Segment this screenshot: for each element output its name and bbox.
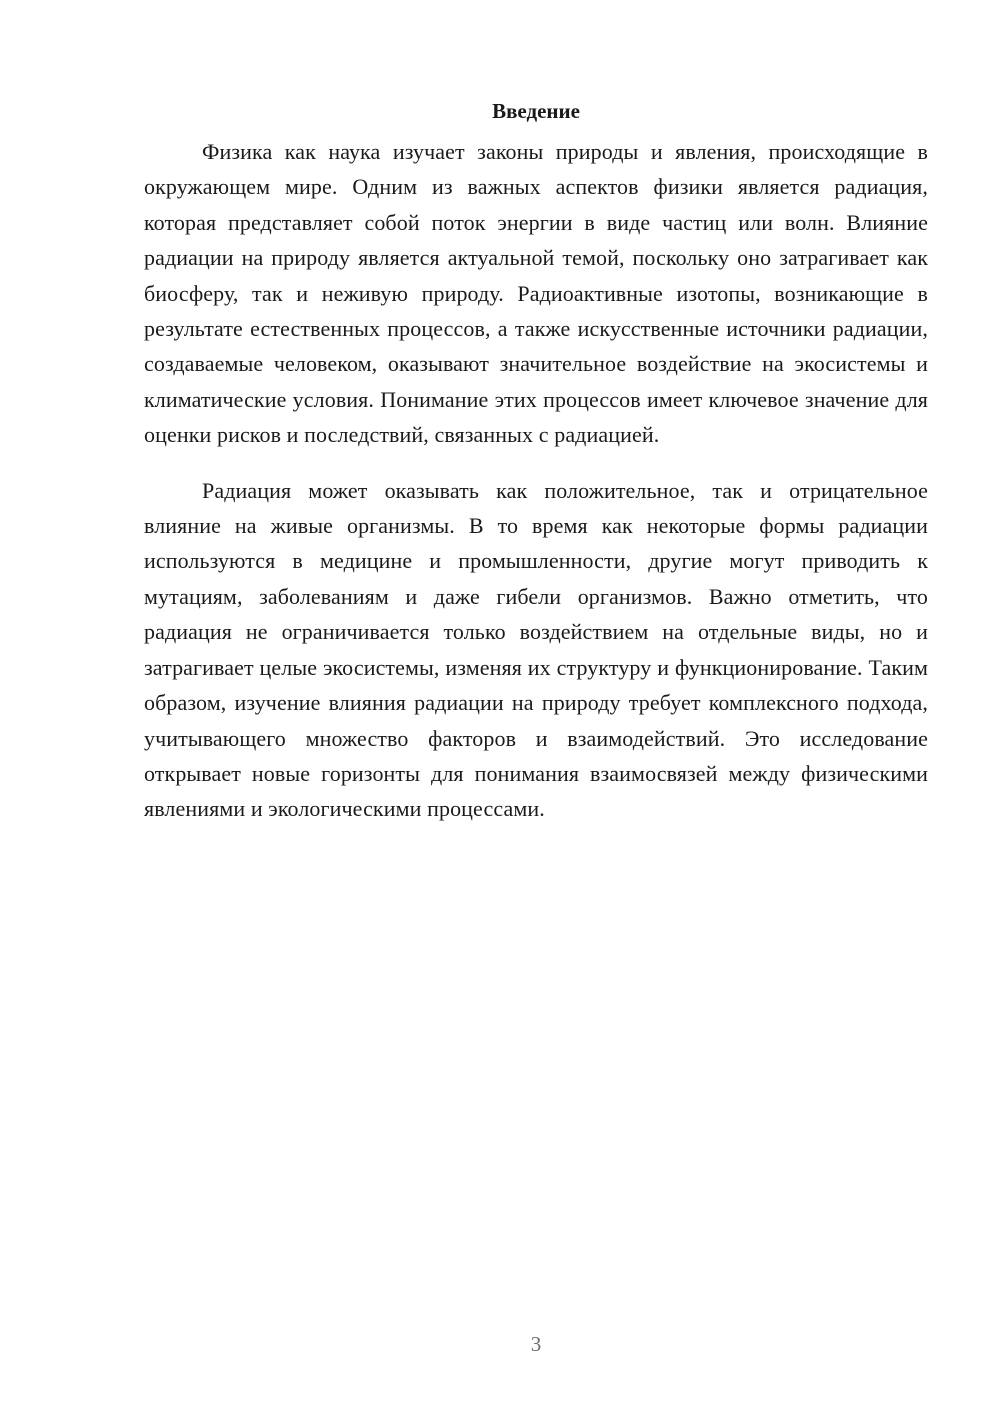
- paragraph-1: Физика как наука изучает законы природы и явления, происходящие в окружающем мире. Одним из важных аспектов физики является радиация, которая представляет собой поток энергии в виде частиц или волн. Влияние радиации на природу является актуальной темой, поскольку оно затрагивает как биосферу, так и неживую природу. Радиоактивные изотопы, возникающие в результате естественных процессов, а также искусственные источники радиации, создаваемые человеком, оказывают значительное воздействие на экосистемы и климатические условия. Понимание этих процессов имеет ключевое значение для оценки рисков и последствий, связанных с радиацией.: [144, 139, 928, 448]
- page-number: 3: [530, 1332, 542, 1356]
- section-title: Введение: [492, 99, 580, 123]
- paragraph-2: Радиация может оказывать как положительное, так и отрицательное влияние на живые организмы. В то время как некоторые формы радиации используются в медицине и промышленности, другие могут приводить к мутациям, заболеваниям и даже гибели организмов. Важно отметить, что радиация не ограничивается только воздействием на отдельные виды, но и затрагивает целые экосистемы, изменяя их структуру и функционирование. Таким образом, изучение влияния радиации на природу требует комплексного подхода, учитывающего множество факторов и взаимодействий. Это исследование открывает новые горизонты для понимания взаимосвязей между физическими явлениями и экологическими процессами.: [144, 477, 928, 822]
- document-body: [144, 94, 928, 827]
